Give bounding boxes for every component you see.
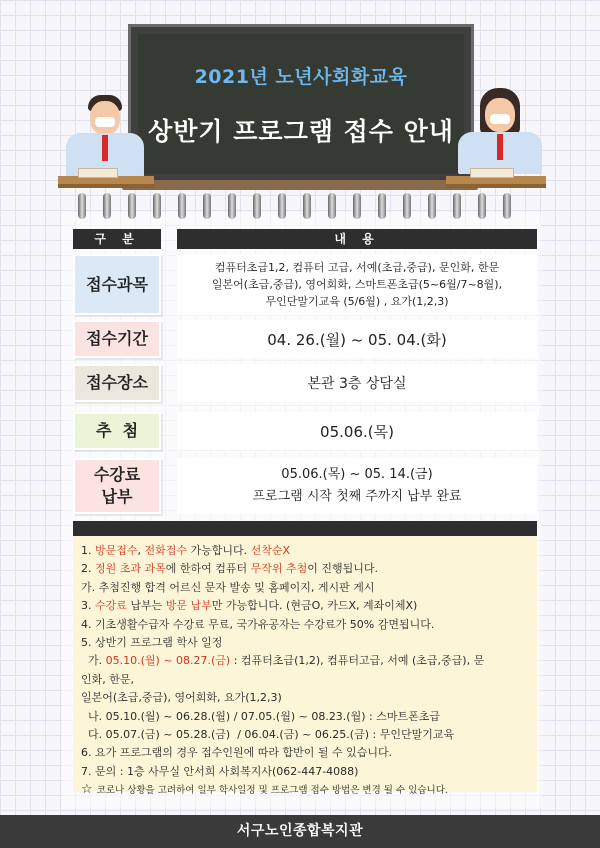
binder-rings bbox=[78, 193, 522, 223]
note-3-visit-pay: 방문 납부 bbox=[165, 599, 212, 613]
note-star bbox=[81, 781, 529, 800]
note-5-ga bbox=[81, 652, 529, 670]
row-label-place: 접수장소 bbox=[73, 364, 161, 402]
note-3-end: 만 가능합니다. (현금O, 카드X, 계좌이체X) bbox=[211, 599, 418, 613]
note-1-num: 1. bbox=[81, 544, 95, 557]
note-3 bbox=[81, 597, 529, 615]
fee-label-line-2: 납부 bbox=[101, 487, 133, 506]
note-1-phone: 전화접수 bbox=[144, 544, 188, 557]
footer-org-name: 서구노인종합복지관 bbox=[0, 815, 600, 848]
notes-box bbox=[73, 536, 537, 798]
note-star-text: 코로나 상황을 고려하여 일부 학사일정 및 프로그램 접수 방법은 변경 될 수 있습니다. bbox=[96, 785, 448, 797]
notes-header-bar bbox=[73, 521, 537, 536]
note-3-fee: 수강료 bbox=[95, 599, 127, 613]
note-5-ga-post: : 컴퓨터초급(1,2), 컴퓨터고급, 서예 (초급,중급), 문 bbox=[230, 654, 485, 668]
note-7: 7. 문의 : 1층 사무실 안서희 사회복지사(062-447-4088) bbox=[81, 764, 359, 778]
note-5: 5. 상반기 프로그램 학사 일정 bbox=[81, 636, 223, 650]
row-content-place: 본관 3층 상담실 bbox=[177, 364, 537, 402]
note-1-visit: 방문접수 bbox=[95, 544, 138, 557]
subjects-line-1: 컴퓨터초급1,2, 컴퓨터 고급, 서예(초급,중급), 문인화, 한문 bbox=[214, 261, 500, 274]
note-3-text: 납부는 bbox=[126, 599, 166, 613]
note-5-ga-pre: 가. bbox=[81, 654, 106, 668]
note-2 bbox=[81, 560, 529, 578]
board-title-main: 상반기 프로그램 접수 안내 bbox=[148, 117, 454, 146]
note-2-sub: 가. 추첨진행 합격 어르신 문자 발송 및 홈페이지, 게시판 게시 bbox=[81, 580, 375, 594]
note-2-over: 정원 초과 과목 bbox=[95, 562, 166, 576]
subjects-line-2: 일본어(초급,중급), 영어회화, 스마트폰초급(5~6월/7~8월), bbox=[211, 278, 503, 291]
star-icon: ☆ bbox=[81, 782, 93, 798]
chalkboard-ledge bbox=[122, 180, 478, 190]
row-content-fee bbox=[177, 458, 537, 514]
fee-line-2: 프로그램 시작 첫째 주까지 납부 완료 bbox=[252, 489, 462, 504]
note-1-text: 가능합니다. bbox=[187, 544, 251, 557]
row-label-period: 접수기간 bbox=[73, 320, 161, 358]
header-category: 구 분 bbox=[73, 229, 161, 249]
note-4: 4. 기초생활수급자 수강료 무료, 국가유공자는 수강료가 50% 감면됩니다. bbox=[81, 617, 435, 631]
row-label-fee bbox=[73, 458, 161, 514]
row-label-subjects: 접수과목 bbox=[73, 254, 161, 315]
row-content-period: 04. 26.(월) ~ 05. 04.(화) bbox=[177, 320, 537, 358]
note-2-num: 2. bbox=[81, 562, 95, 576]
book-left bbox=[78, 168, 118, 178]
note-6: 6. 요가 프로그램의 경우 접수인원에 따라 합반이 될 수 있습니다. bbox=[81, 746, 393, 760]
board-title-year: 2021년 노년사회화교육 bbox=[194, 66, 408, 88]
subjects-line-3: 무인단말기교육 (5/6월) , 요가(1,2,3) bbox=[265, 295, 449, 308]
book-right bbox=[470, 168, 514, 178]
note-2-random: 무작위 추첨 bbox=[250, 562, 308, 576]
note-2-end: 이 진행됩니다. bbox=[307, 562, 379, 576]
note-3-num: 3. bbox=[81, 599, 95, 613]
note-5-ga-date: 05.10.(월) ~ 08.27.(금) bbox=[105, 654, 231, 668]
note-1 bbox=[81, 542, 529, 560]
header-content: 내 용 bbox=[177, 229, 537, 249]
note-5-ga-line3: 일본어(초급,중급), 영어회화, 요가(1,2,3) bbox=[81, 691, 282, 705]
note-1-first-come: 선착순X bbox=[250, 544, 291, 557]
note-5-na: 나. 05.10.(월) ~ 06.28.(월) / 07.05.(월) ~ 08.23.(월) : 스마트폰초급 bbox=[81, 709, 440, 723]
chalkboard bbox=[131, 27, 471, 181]
note-1-sep: , bbox=[137, 544, 145, 557]
row-label-lottery: 추 첨 bbox=[73, 412, 161, 450]
note-5-ga-line2: 인화, 한문, bbox=[81, 672, 134, 686]
fee-line-1: 05.06.(목) ~ 05. 14.(금) bbox=[281, 467, 433, 482]
note-5-da: 다. 05.07.(금) ~ 05.28.(금) / 06.04.(금) ~ 06.25.(금) : 무인단말기교육 bbox=[81, 728, 455, 742]
note-2-text: 에 한하여 컴퓨터 bbox=[165, 562, 251, 576]
fee-label-line-1: 수강료 bbox=[93, 465, 141, 485]
row-content-lottery: 05.06.(목) bbox=[177, 412, 537, 450]
row-content-subjects bbox=[177, 254, 537, 315]
